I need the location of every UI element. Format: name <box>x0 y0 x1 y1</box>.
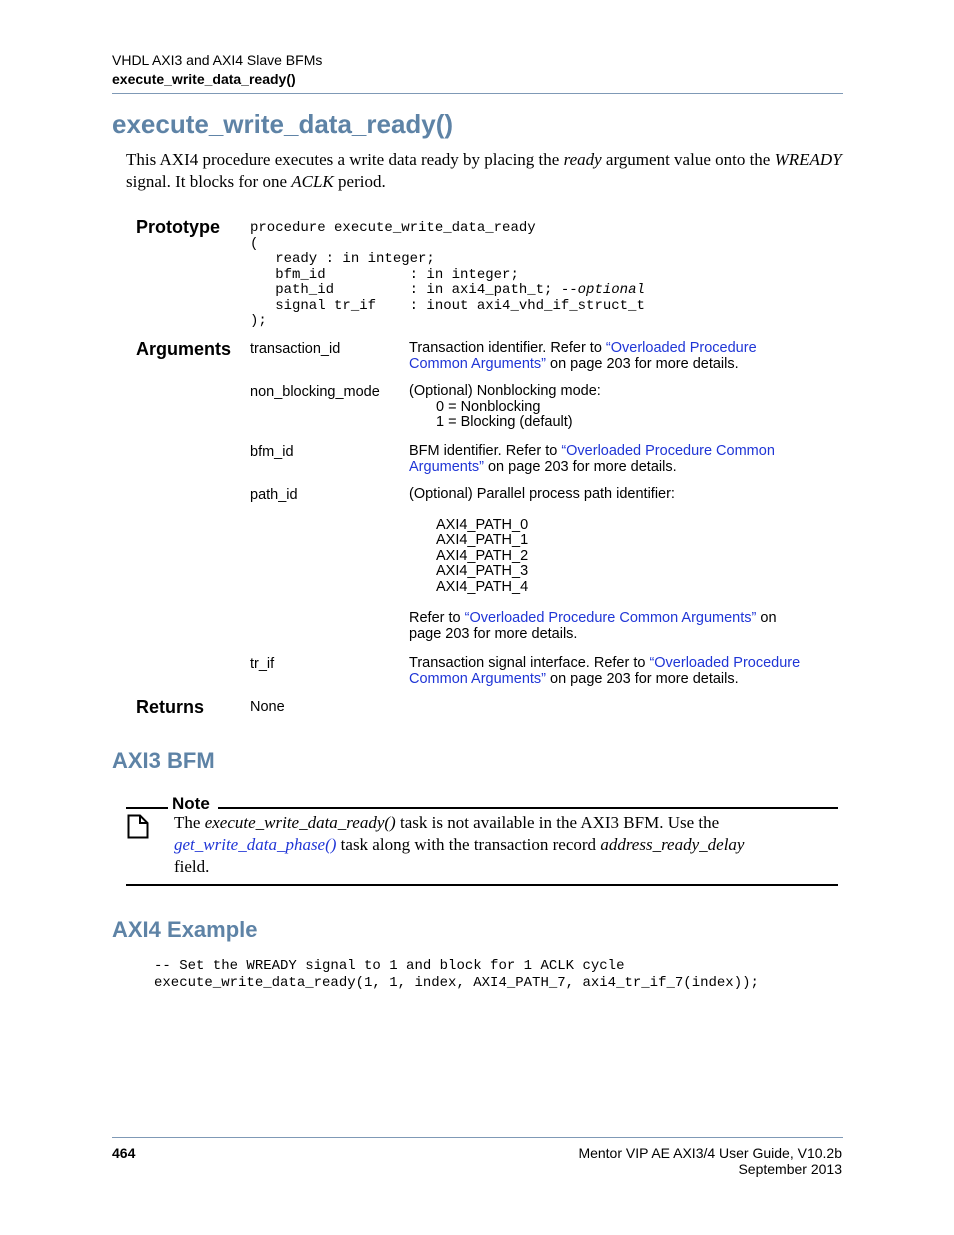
arg-desc-path-id: (Optional) Parallel process path identifier: AXI4_PATH_0 AXI4_PATH_1 AXI4_PATH_2 AXI4_PATH_3 AXI4_PATH_4 Refer to “Overloaded Procedure Common Arguments” on page 203 for more details. <box>409 486 777 642</box>
returns-label: Returns <box>136 697 205 717</box>
note-page-icon <box>127 814 149 839</box>
prototype-code: procedure execute_write_data_ready ( ready : in integer; bfm_id : in integer; path_id : in axi4_path_t; --optional signal tr_if : inout axi4_vhd_if_struct_t ); <box>250 220 645 329</box>
intro-paragraph: This AXI4 procedure executes a write data ready by placing the ready argument value onto the WREADY signal. It blocks for one ACLK period. <box>126 150 842 191</box>
link-overloaded-args[interactable]: “Overloaded Procedure Common Arguments” <box>464 610 757 626</box>
arg-name-transaction-id: transaction_id <box>250 341 341 357</box>
returns-value: None <box>250 699 285 715</box>
footer-rule <box>112 1137 843 1138</box>
axi4-example-heading: AXI4 Example <box>112 917 258 942</box>
link-overloaded-args[interactable]: Common Arguments” <box>409 670 546 687</box>
link-overloaded-args[interactable]: Arguments” <box>409 458 484 475</box>
axi3-bfm-heading: AXI3 BFM <box>112 748 215 773</box>
prototype-label: Prototype <box>136 217 221 237</box>
arg-name-non-blocking-mode: non_blocking_mode <box>250 384 380 400</box>
arg-desc-transaction-id: Transaction identifier. Refer to “Overloaded Procedure Common Arguments” on page 203 for more details. <box>409 340 757 372</box>
link-overloaded-args[interactable]: “Overloaded Procedure Common <box>561 443 775 459</box>
arg-name-tr-if: tr_if <box>250 656 275 672</box>
footer-doc-info: Mentor VIP AE AXI3/4 User Guide, V10.2b September 2013 <box>578 1145 842 1177</box>
note-body: The execute_write_data_ready() task is not available in the AXI3 BFM. Use the get_write_data_phase() task along with the transaction record address_ready_delay field. <box>174 813 745 876</box>
arguments-label: Arguments <box>136 339 232 359</box>
link-overloaded-args[interactable]: “Overloaded Procedure <box>649 655 801 671</box>
running-header-section: execute_write_data_ready() <box>112 71 296 87</box>
link-overloaded-args[interactable]: “Overloaded Procedure <box>605 340 757 356</box>
arg-name-bfm-id: bfm_id <box>250 444 294 460</box>
link-get-write-data-phase[interactable]: get_write_data_phase() <box>174 835 337 854</box>
arg-name-path-id: path_id <box>250 487 298 503</box>
page-title: execute_write_data_ready() <box>112 109 454 139</box>
arg-desc-non-blocking-mode: (Optional) Nonblocking mode: 0 = Nonblocking 1 = Blocking (default) <box>409 383 601 430</box>
axi4-example-code: -- Set the WREADY signal to 1 and block for 1 ACLK cycle execute_write_data_ready(1, 1, index, AXI4_PATH_7, axi4_tr_if_7(index)); <box>154 958 759 991</box>
note-top-rule-left <box>126 807 168 809</box>
running-header-chapter: VHDL AXI3 and AXI4 Slave BFMs <box>112 52 323 68</box>
link-overloaded-args[interactable]: Common Arguments” <box>409 355 546 372</box>
header-rule <box>112 93 843 94</box>
arg-desc-bfm-id: BFM identifier. Refer to “Overloaded Procedure Common Arguments” on page 203 for more details. <box>409 443 775 475</box>
note-bottom-rule <box>126 884 838 886</box>
arg-desc-tr-if: Transaction signal interface. Refer to “Overloaded Procedure Common Arguments” on page 203 for more details. <box>409 655 801 687</box>
page-number: 464 <box>112 1145 136 1161</box>
note-label: Note <box>172 794 210 813</box>
note-top-rule-right <box>218 807 838 809</box>
